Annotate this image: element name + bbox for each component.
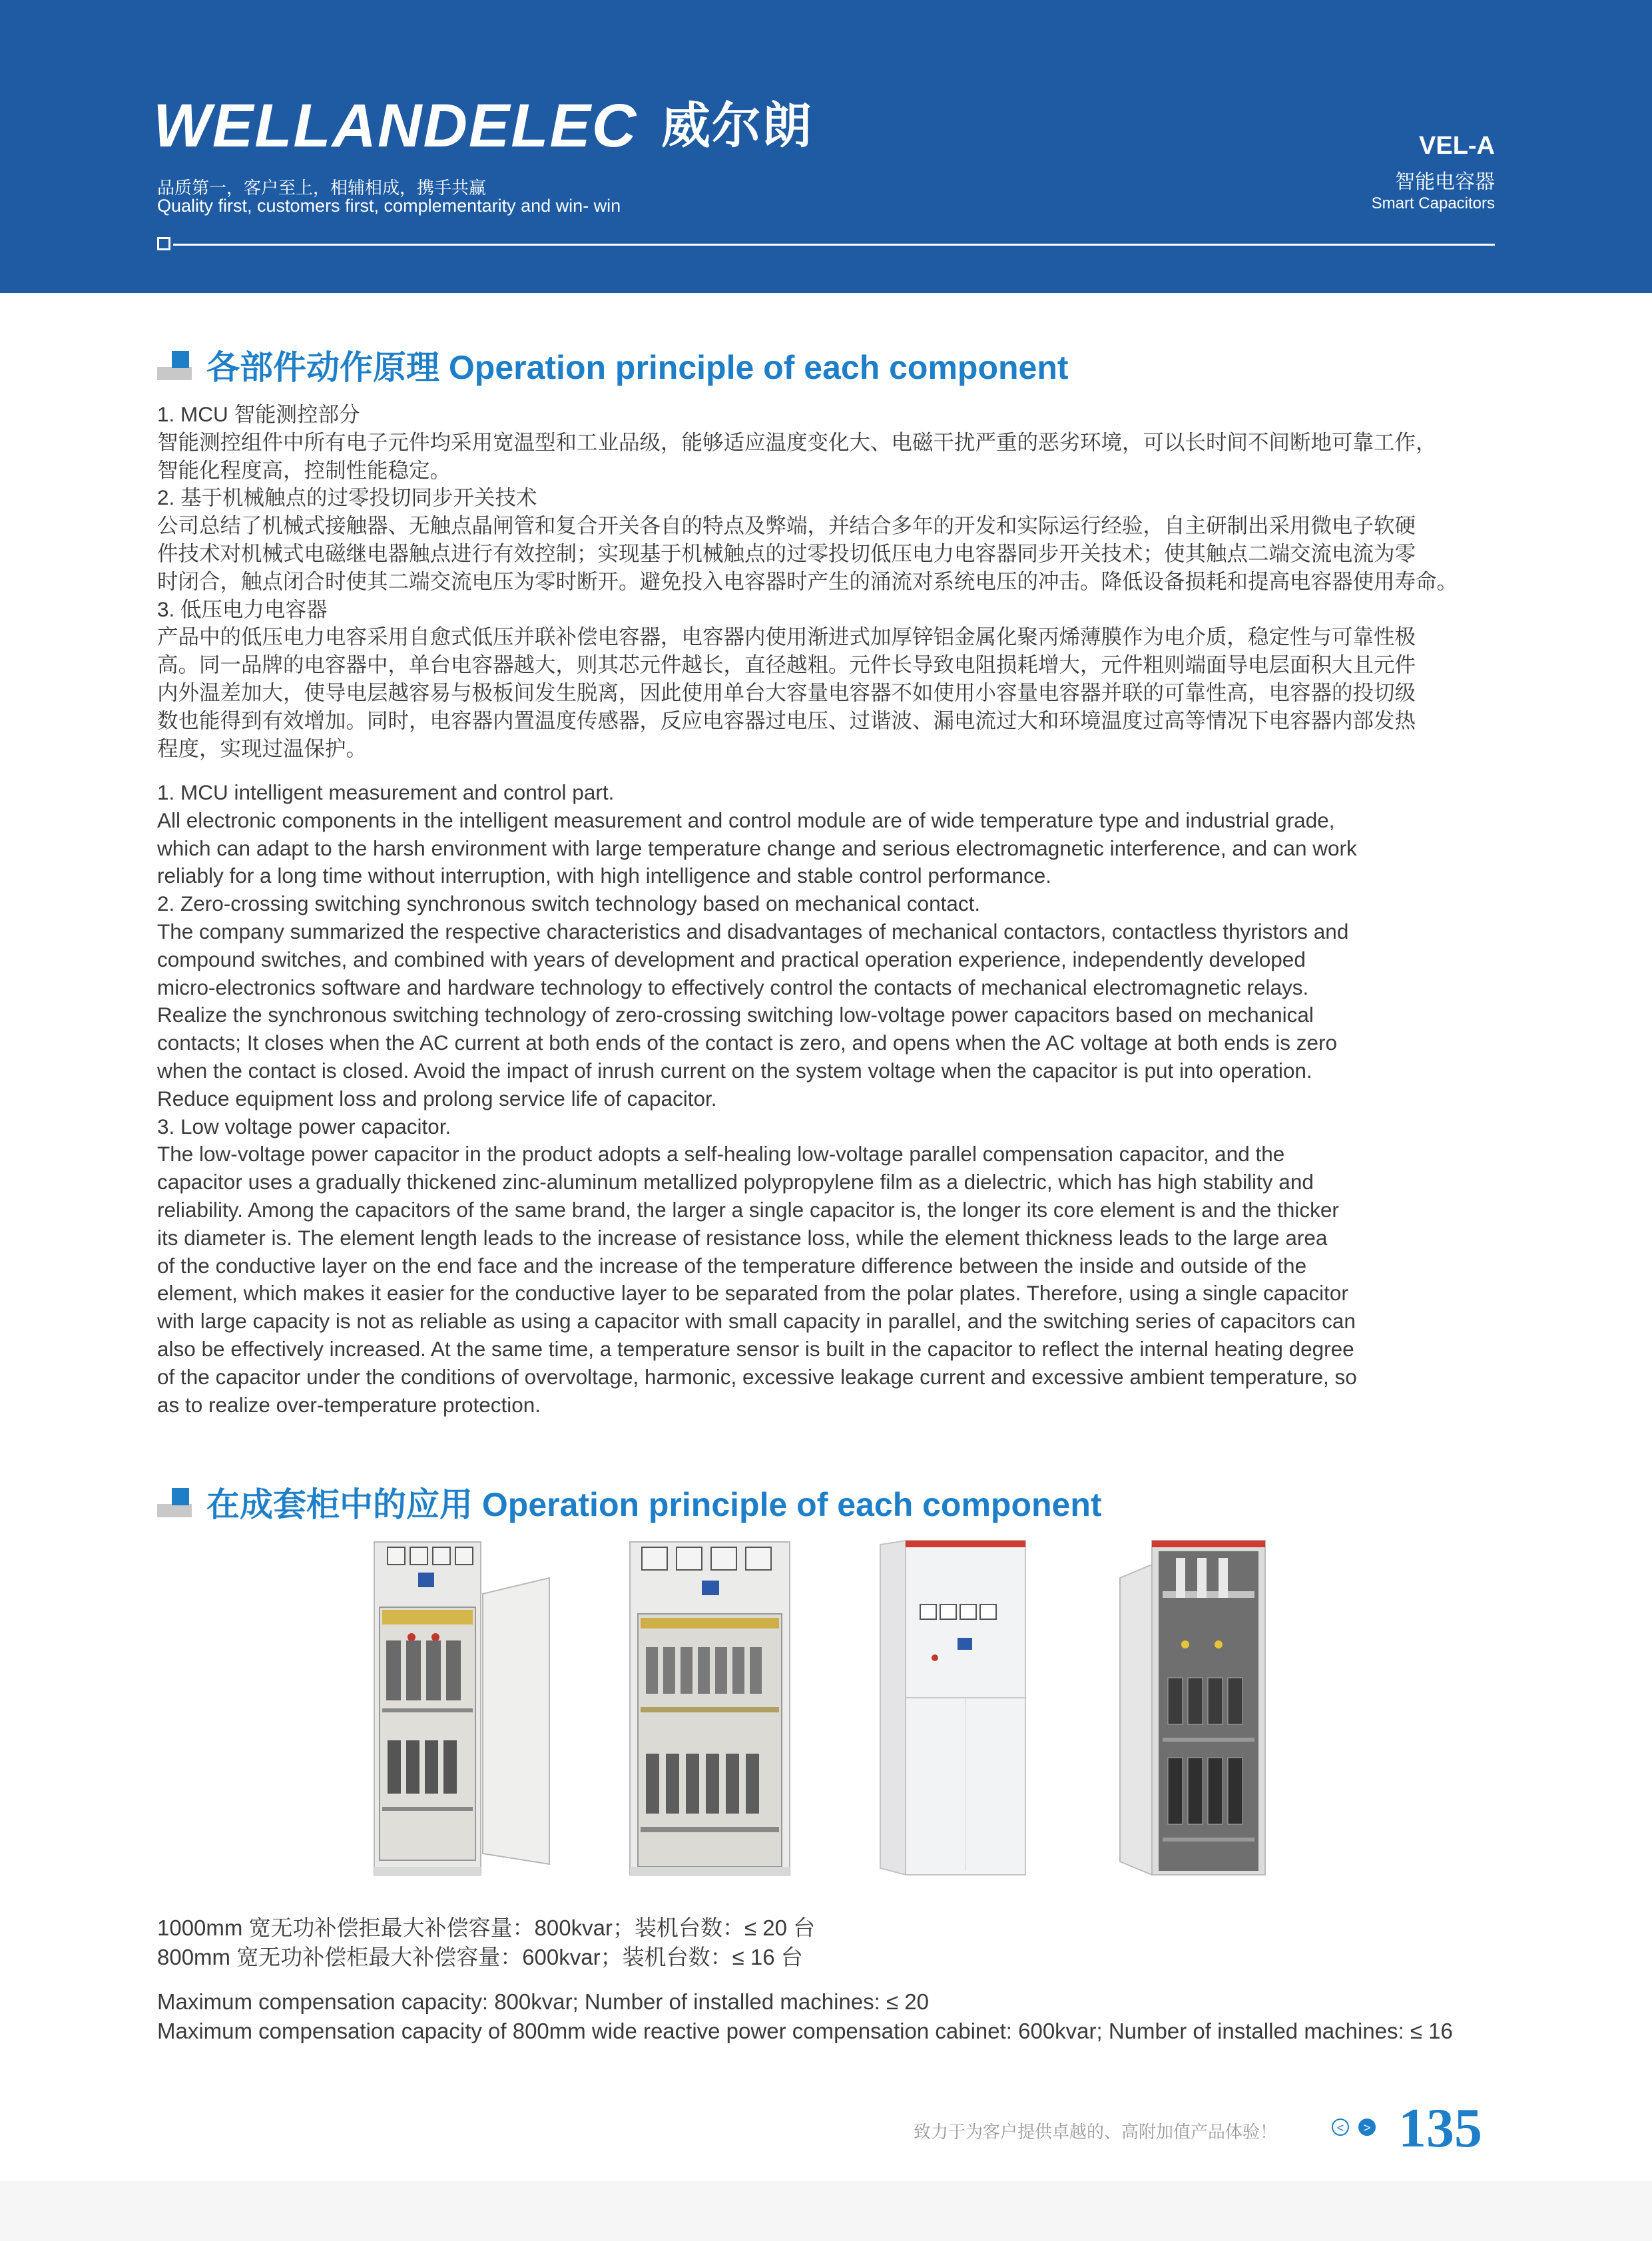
text-line: 1. MCU intelligent measurement and control part.: [157, 780, 615, 804]
footer-slogan: 致力于为客户提供卓越的、高附加值产品体验！: [914, 2122, 1278, 2142]
text-line: 智能化程度高，控制性能稳定。: [157, 457, 451, 482]
text-line: which can adapt to the harsh environment with large temperature change and serious electromagnetic interference, and can work: [157, 836, 1357, 860]
cabinet-image-3: [879, 1538, 1032, 1877]
product-name-cn: 智能电容器: [1395, 171, 1495, 193]
cabinet-image-1: [373, 1541, 553, 1880]
spec-cn-1: 1000mm 宽无功补偿拒最大补偿容量：800kvar；装机台数：≤ 20 台: [157, 1915, 816, 1940]
brand-name-en: WELLANDELEC: [153, 92, 638, 160]
header-box-icon: [157, 237, 170, 250]
text-line: its diameter is. The element length leads to the increase of resistance loss, while the element thickness leads to the large area: [157, 1225, 1328, 1250]
brand-logo: [153, 87, 813, 161]
text-line: micro-electronics software and hardware technology to effectively control the contacts of mechanical electromagnetic relays.: [157, 975, 1309, 999]
next-page-button[interactable]: >: [1358, 2118, 1376, 2136]
header-divider: [173, 244, 1495, 246]
text-line: Reduce equipment loss and prolong service life of capacitor.: [157, 1086, 717, 1111]
text-line: 2. Zero-crossing switching synchronous switch technology based on mechanical contact.: [157, 891, 981, 916]
cn-body-text: [157, 401, 1494, 762]
footer-band: [0, 2181, 1652, 2241]
text-line: 产品中的低压电力电容采用自愈式低压并联补偿电容器，电容器内使用渐进式加厚锌铝金属化聚丙烯薄膜作为电介质，稳定性与可靠性极: [157, 624, 1416, 649]
cabinet-image-4: [1119, 1538, 1272, 1877]
section-title-text: 各部件动作原理 Operation principle of each component: [206, 349, 1069, 386]
text-line: 2. 基于机械触点的过零投切同步开关技术: [157, 485, 537, 510]
text-line: reliably for a long time without interruption, with high intelligence and stable control performance.: [157, 864, 1051, 888]
text-line: All electronic components in the intelligent measurement and control module are of wide temperature type and industrial grade,: [157, 808, 1335, 832]
text-line: also be effectively increased. At the same time, a temperature sensor is built in the capacitor to reflect the internal heating degree: [157, 1336, 1354, 1361]
spec-cn-2: 800mm 宽无功补偿柜最大补偿容量：600kvar；装机台数：≤ 16 台: [157, 1945, 803, 1969]
cabinet-image-2: [629, 1541, 795, 1880]
text-line: The company summarized the respective characteristics and disadvantages of mechanical contactors, contactless thyristors and: [157, 919, 1349, 943]
spec-en-2: Maximum compensation capacity of 800mm wide reactive power compensation cabinet: 600kvar; Number of installed machines: ≤ 16: [157, 2019, 1453, 2043]
brand-name-cn: 威尔朗: [661, 97, 813, 154]
product-name-en: Smart Capacitors: [1371, 194, 1495, 212]
section-title-application: [157, 1478, 1102, 1526]
slogan-cn: 品质第一，客户至上，相辅相成，携手共赢: [157, 178, 487, 198]
text-line: Realize the synchronous switching technology of zero-crossing switching low-voltage power capacitors based on mechanical: [157, 1003, 1314, 1027]
text-line: 高。同一品牌的电容器中，单台电容器越大，则其芯元件越长，直径越粗。元件长导致电阻损耗增大，元件粗则端面导电层面积大且元件: [157, 652, 1416, 677]
text-line: 数也能得到有效增加。同时，电容器内置温度传感器，反应电容器过电压、过谐波、漏电流过大和环境温度过高等情况下电容器内部发热: [157, 708, 1416, 732]
en-body-text: [157, 779, 1494, 1419]
text-line: reliability. Among the capacitors of the same brand, the larger a single capacitor is, the longer its core element is and the thicker: [157, 1197, 1339, 1222]
text-line: 智能测控组件中所有电子元件均采用宽温型和工业品级，能够适应温度变化大、电磁干扰严重的恶劣环境，可以长时间不间断地可靠工作，: [157, 429, 1437, 454]
text-line: 件技术对机械式电磁继电器触点进行有效控制；实现基于机械触点的过零投切低压电力电容器同步开关技术；使其触点二端交流电流为零: [157, 541, 1416, 565]
product-model: VEL-A: [1419, 132, 1495, 160]
cabinet-gallery: [0, 1538, 1652, 1884]
spec-en-1: Maximum compensation capacity: 800kvar; Number of installed machines: ≤ 20: [157, 1989, 929, 2014]
text-line: as to realize over-temperature protection.: [157, 1392, 541, 1417]
text-line: of the conductive layer on the end face and the increase of the temperature difference between the inside and outside of the: [157, 1253, 1307, 1278]
section-title-text: 在成套柜中的应用 Operation principle of each component: [206, 1486, 1102, 1523]
slogan-en: Quality first, customers first, complementarity and win- win: [157, 196, 621, 216]
text-line: capacitor uses a gradually thickened zinc-aluminum metallized polypropylene film as a dielectric, which has high stability and: [157, 1170, 1314, 1194]
text-line: compound switches, and combined with years of development and practical operation experience, independently developed: [157, 947, 1306, 971]
section-square-icon: [157, 351, 192, 380]
text-line: 内外温差加大，使导电层越容易与极板间发生脱离，因此使用单台大容量电容器不如使用小容量电容器并联的可靠性高，电容器的投切级: [157, 680, 1416, 704]
text-line: The low-voltage power capacitor in the product adopts a self-healing low-voltage parallel compensation capacitor, and the: [157, 1142, 1285, 1166]
text-line: with large capacity is not as reliable as using a capacitor with small capacity in parallel, and the switching series of capacitors can: [157, 1309, 1356, 1334]
text-line: when the contact is closed. Avoid the impact of inrush current on the system voltage when the capacitor is put into operation.: [157, 1058, 1312, 1083]
page-header: [0, 0, 1652, 293]
text-line: 3. Low voltage power capacitor.: [157, 1114, 451, 1138]
page-number: 135: [1398, 2097, 1482, 2159]
text-line: 3. 低压电力电容器: [157, 597, 328, 621]
section-square-icon: [157, 1488, 192, 1517]
text-line: 程度，实现过温保护。: [157, 736, 368, 760]
prev-page-button[interactable]: <: [1332, 2118, 1349, 2136]
text-line: contacts; It closes when the AC current at both ends of the contact is zero, and opens when the AC voltage at both ends is zero: [157, 1031, 1338, 1055]
section-title-operation: [157, 341, 1069, 389]
text-line: 1. MCU 智能测控部分: [157, 402, 360, 426]
text-line: element, which makes it easier for the conductive layer to be separated from the polar plates. Therefore, using a single capacitor: [157, 1281, 1348, 1306]
text-line: of the capacitor under the conditions of overvoltage, harmonic, excessive leakage current and excessive ambient temperature, so: [157, 1364, 1357, 1389]
text-line: 公司总结了机械式接触器、无触点晶闸管和复合开关各自的特点及弊端，并结合多年的开发和实际运行经验，自主研制出采用微电子软硬: [157, 513, 1416, 538]
text-line: 时闭合，触点闭合时使其二端交流电压为零时断开。避免投入电容器时产生的涌流对系统电压的冲击。降低设备损耗和提高电容器使用寿命。: [157, 569, 1458, 593]
